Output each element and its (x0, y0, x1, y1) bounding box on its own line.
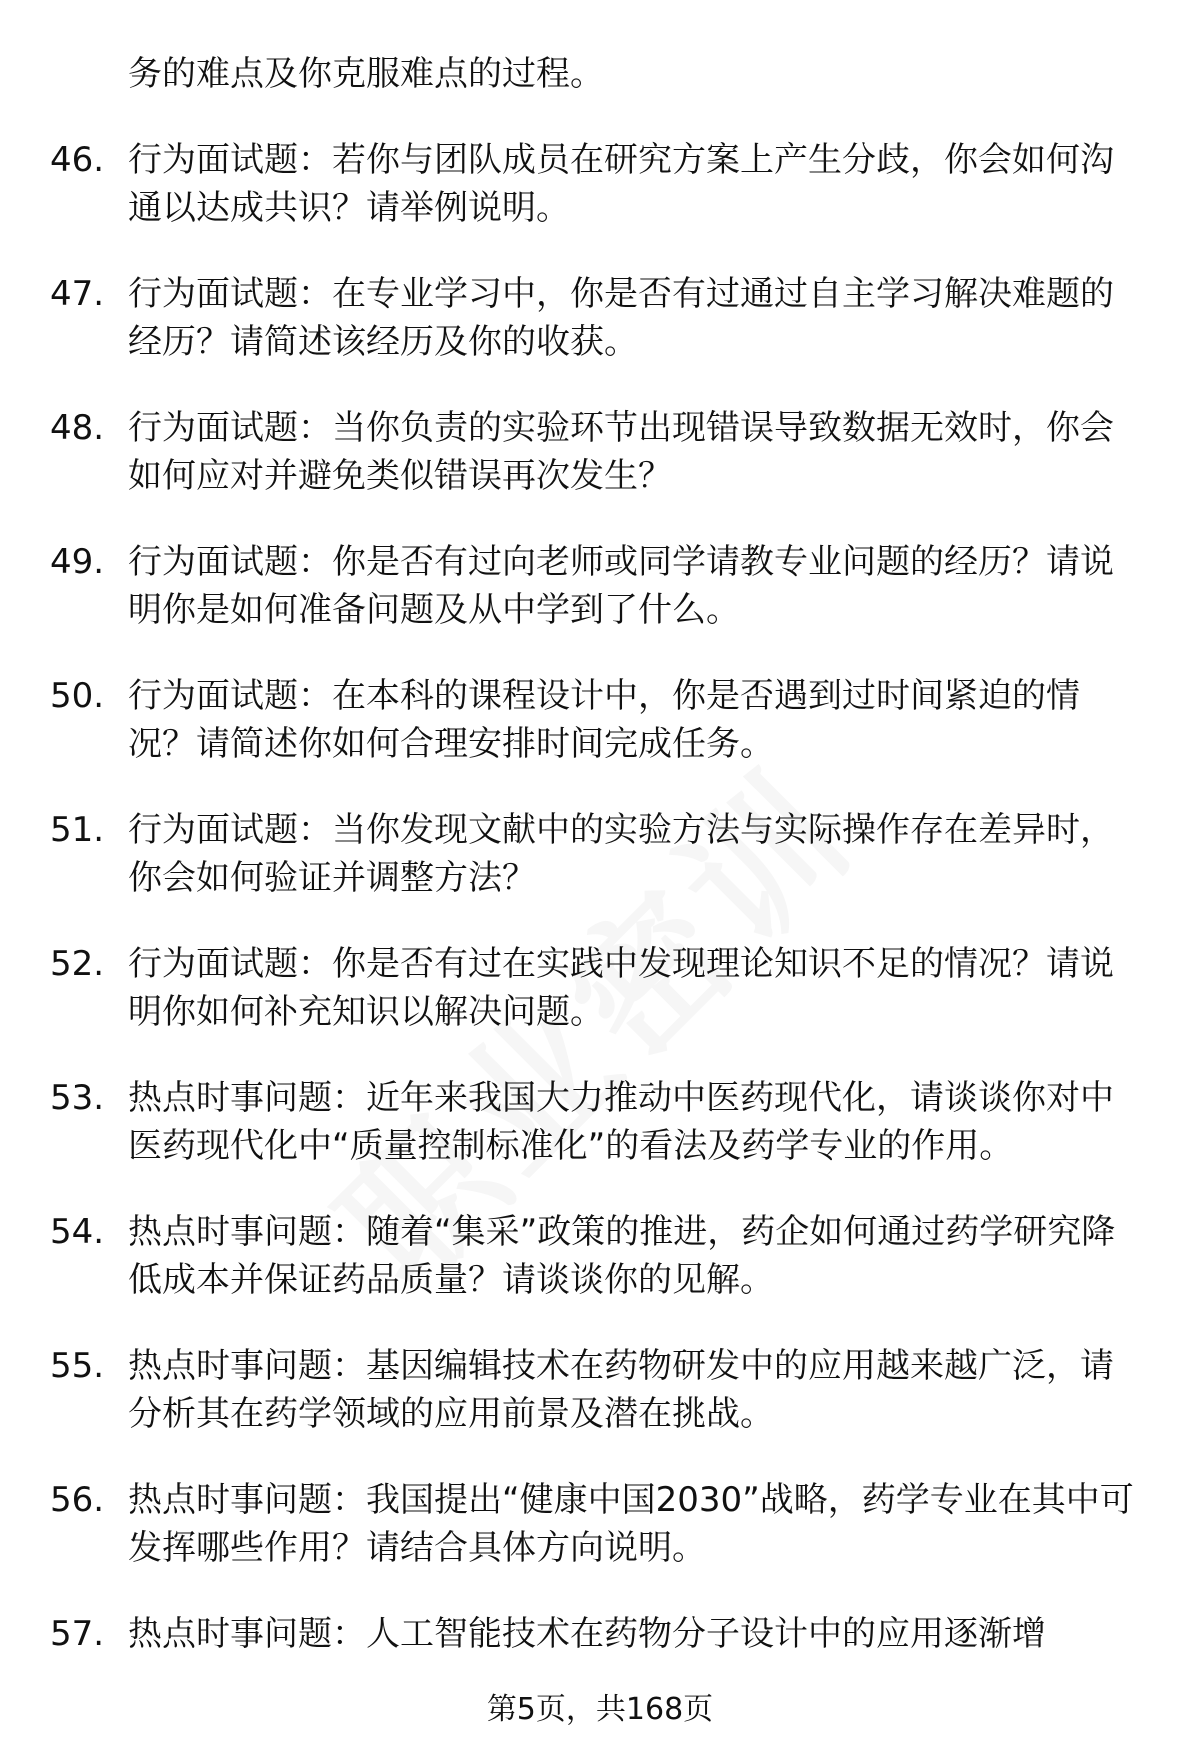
item-text: 行为面试题：当你发现文献中的实验方法与实际操作存在差异时，你会如何验证并调整方法？ (128, 810, 1114, 898)
list-item (0, 1342, 1200, 1438)
item-number: 48. (50, 408, 105, 448)
item-text: 行为面试题：你是否有过向老师或同学请教专业问题的经历？请说明你是如何准备问题及从中学到了什么。 (128, 542, 1114, 630)
list-item (0, 404, 1200, 500)
item-text: 热点时事问题：我国提出“健康中国2030”战略，药学专业在其中可发挥哪些作用？请结合具体方向说明。 (128, 1480, 1134, 1568)
item-text: 热点时事问题：基因编辑技术在药物研发中的应用越来越广泛，请分析其在药学领域的应用前景及潜在挑战。 (128, 1346, 1114, 1434)
item-text: 热点时事问题：随着“集采”政策的推进，药企如何通过药学研究降低成本并保证药品质量？请谈谈你的见解。 (128, 1212, 1116, 1300)
item-number: 55. (50, 1346, 105, 1386)
list-item (0, 136, 1200, 232)
item-number: 50. (50, 676, 105, 716)
question-list (0, 50, 1200, 1696)
list-item (0, 1610, 1200, 1658)
list-item (0, 1208, 1200, 1304)
list-item (0, 1476, 1200, 1572)
item-number: 53. (50, 1078, 105, 1118)
item-number: 49. (50, 542, 105, 582)
item-text: 行为面试题：你是否有过在实践中发现理论知识不足的情况？请说明你如何补充知识以解决问题。 (128, 944, 1114, 1032)
item-number: 52. (50, 944, 105, 984)
item-number: 46. (50, 140, 105, 180)
list-item (0, 940, 1200, 1036)
item-text: 行为面试题：若你与团队成员在研究方案上产生分歧，你会如何沟通以达成共识？请举例说明。 (128, 140, 1114, 228)
list-item (0, 806, 1200, 902)
item-text: 行为面试题：当你负责的实验环节出现错误导致数据无效时，你会如何应对并避免类似错误再次发生？ (128, 408, 1114, 496)
item-text: 热点时事问题：人工智能技术在药物分子设计中的应用逐渐增 (128, 1614, 1046, 1654)
item-number: 54. (50, 1212, 105, 1252)
item-number: 57. (50, 1614, 105, 1654)
page-footer: 第5页，共168页 (486, 1692, 714, 1727)
list-item (0, 1074, 1200, 1170)
item-number: 47. (50, 274, 105, 314)
list-item (0, 270, 1200, 366)
list-item (0, 672, 1200, 768)
item-text: 行为面试题：在专业学习中，你是否有过通过自主学习解决难题的经历？请简述该经历及你的收获。 (128, 274, 1114, 362)
item-text: 热点时事问题：近年来我国大力推动中医药现代化，请谈谈你对中医药现代化中“质量控制标准化”的看法及药学专业的作用。 (128, 1078, 1114, 1166)
item-number: 51. (50, 810, 105, 850)
item-text: 行为面试题：在本科的课程设计中，你是否遇到过时间紧迫的情况？请简述你如何合理安排时间完成任务。 (128, 676, 1080, 764)
list-item (0, 538, 1200, 634)
item-number: 56. (50, 1480, 105, 1520)
continuation-text: 务的难点及你克服难点的过程。 (128, 54, 604, 94)
